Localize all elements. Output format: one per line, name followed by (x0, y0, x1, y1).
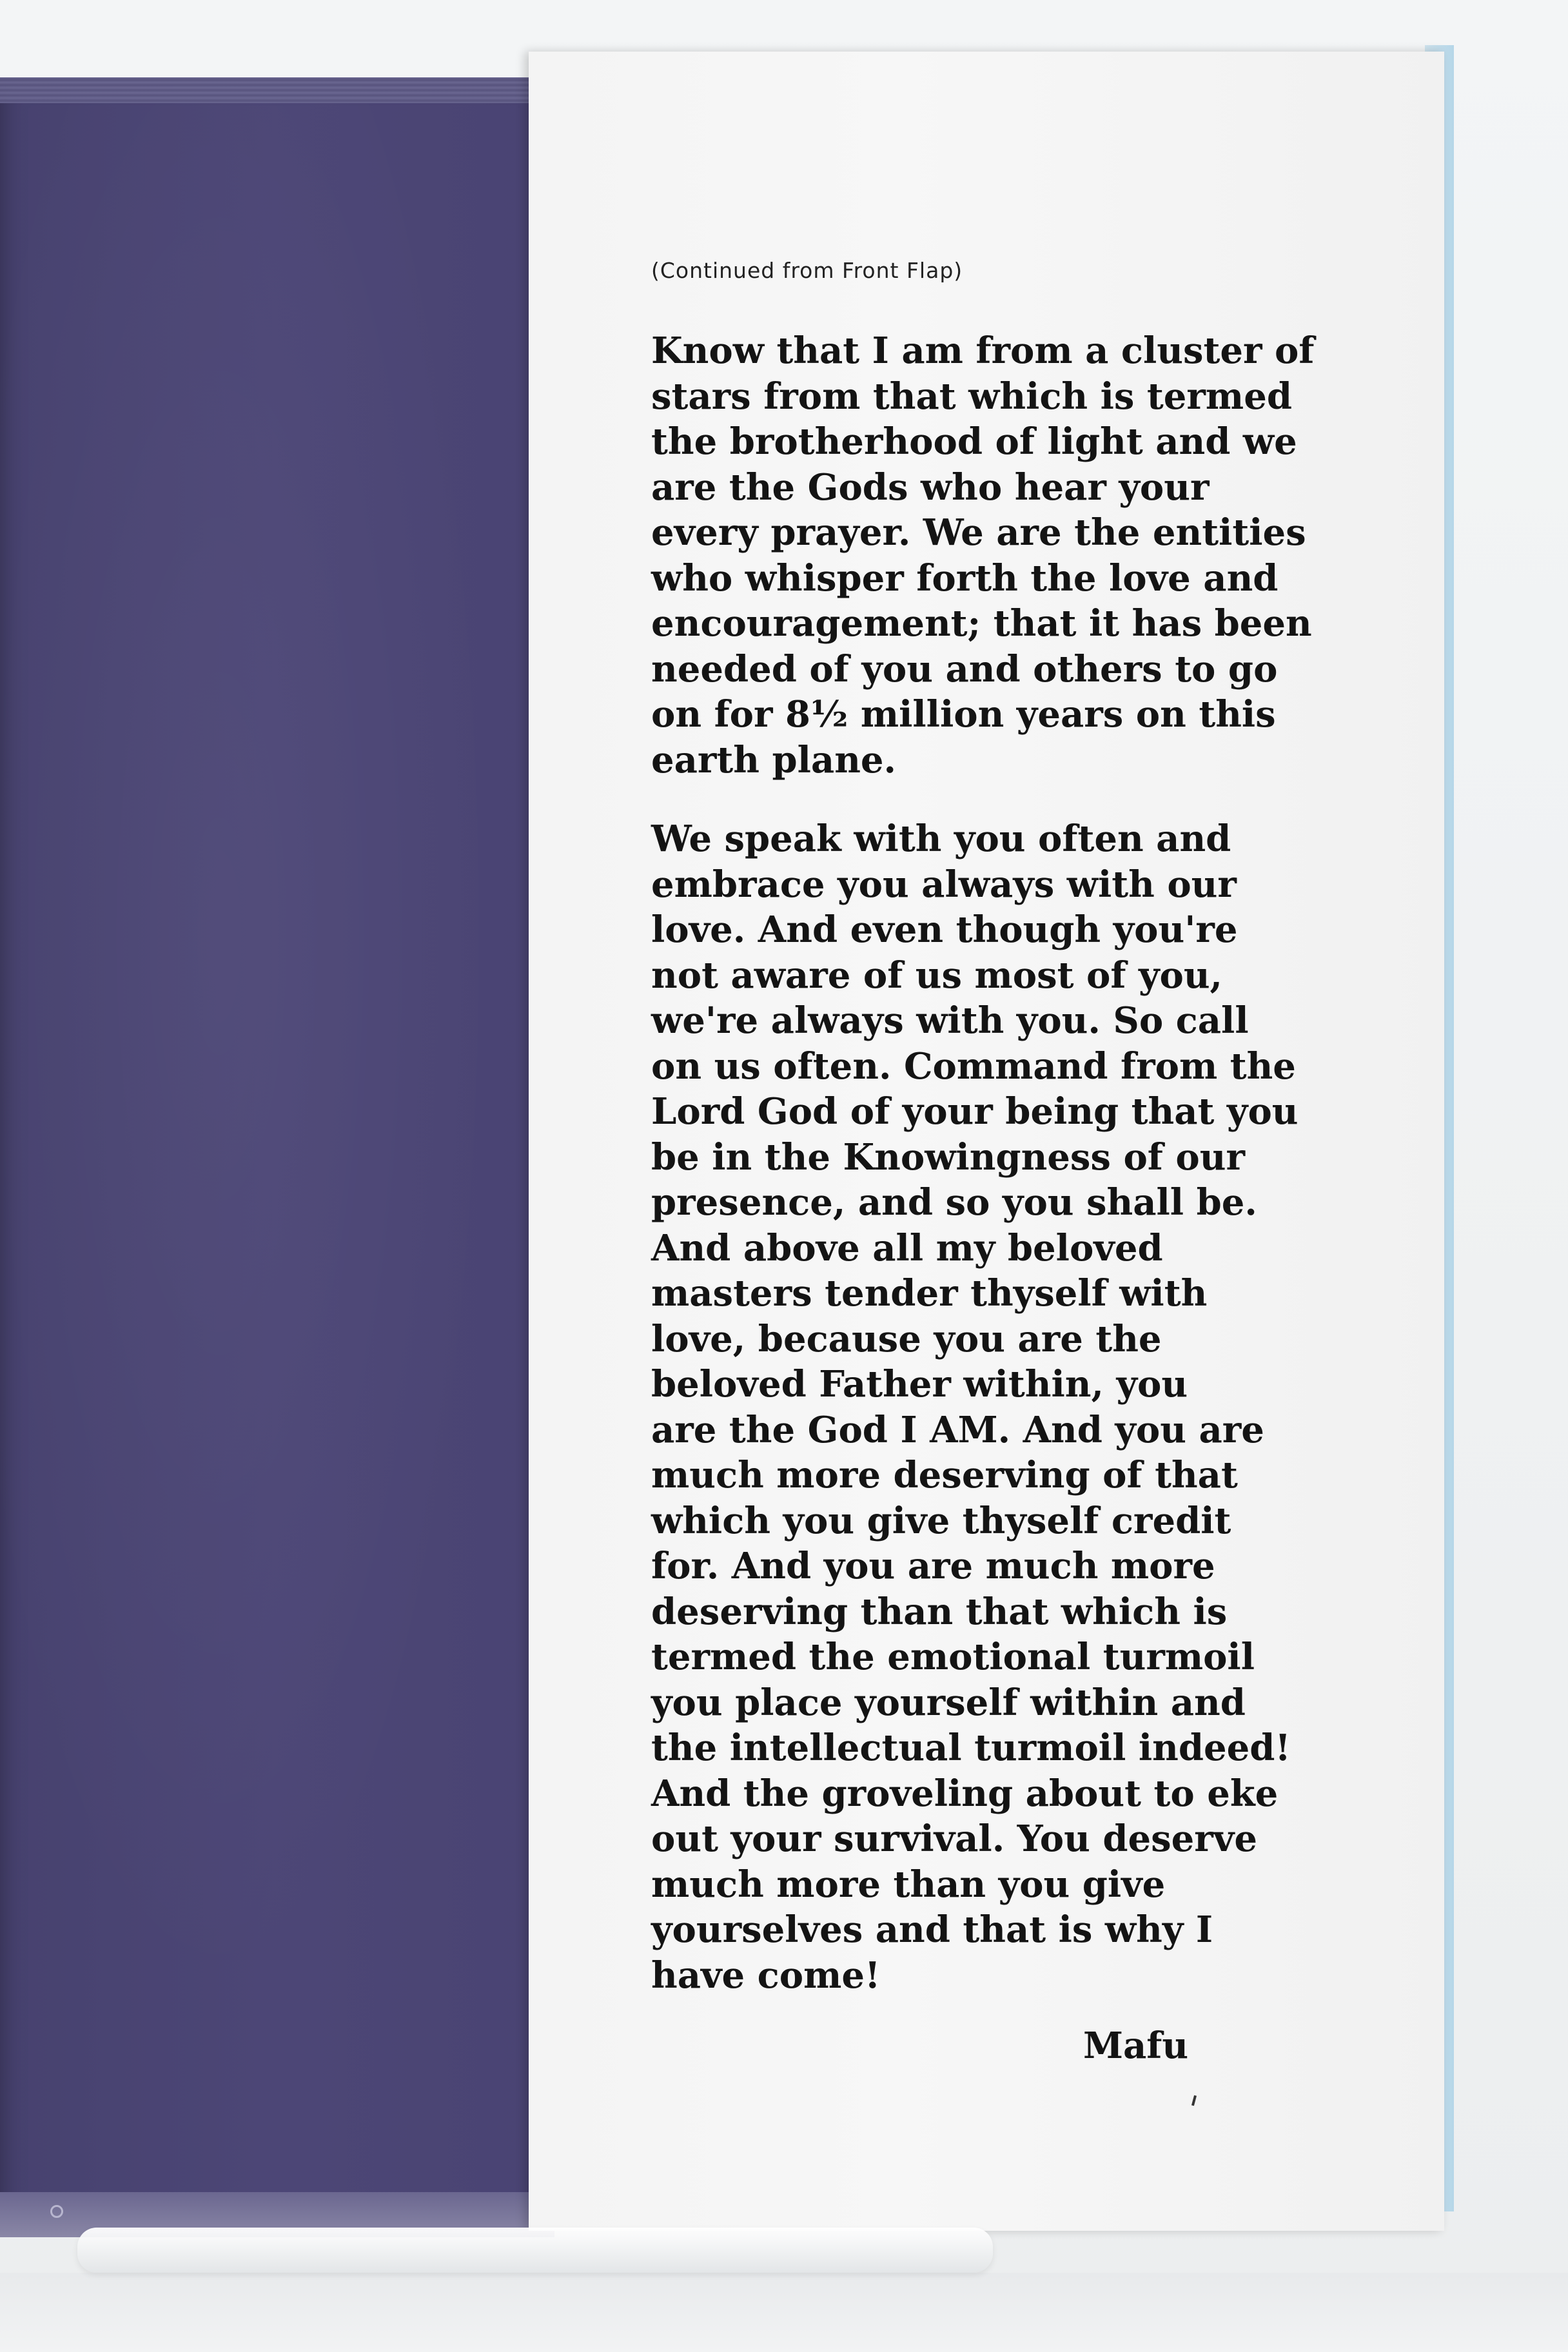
flap-paragraph-1: Know that I am from a cluster of stars from that which is termed the brotherhood of light and we are the Gods who hear your every prayer. We are the entities who whisper forth the love and encouragement; that it has been needed of you and others to go on for 8½ million years on this earth plane. (651, 329, 1315, 781)
book-page-edges (0, 77, 548, 103)
table-surface (0, 2273, 1568, 2352)
signature-mafu: Mafu (1083, 2024, 1189, 2067)
book-cover-board (0, 77, 548, 2224)
print-speck (1191, 2095, 1197, 2106)
flap-paragraph-2: We speak with you often and embrace you always with our love. And even though you're not aware of us most of you, we're always with you. So call on us often. Command from the Lord God of your being that you be in the Knowingness of our presence, and so you shall be. And above all my beloved masters tender thyself with love, because you are the beloved Father within, you are the God I AM. And you are much more deserving of that which you give thyself credit for. And you are much more deserving than that which is termed the emotional turmoil you place yourself within and the intellectual turmoil indeed! And the groveling about to eke out your survival. You deserve much more than you give yourselves and that is why I have come! (651, 818, 1298, 1997)
flap-text-block (651, 258, 1393, 2032)
cloth-mark (50, 2205, 63, 2218)
dust-jacket-back-flap (529, 52, 1444, 2231)
acrylic-book-stand (77, 2228, 993, 2273)
continued-note: (Continued from Front Flap) (651, 258, 963, 283)
